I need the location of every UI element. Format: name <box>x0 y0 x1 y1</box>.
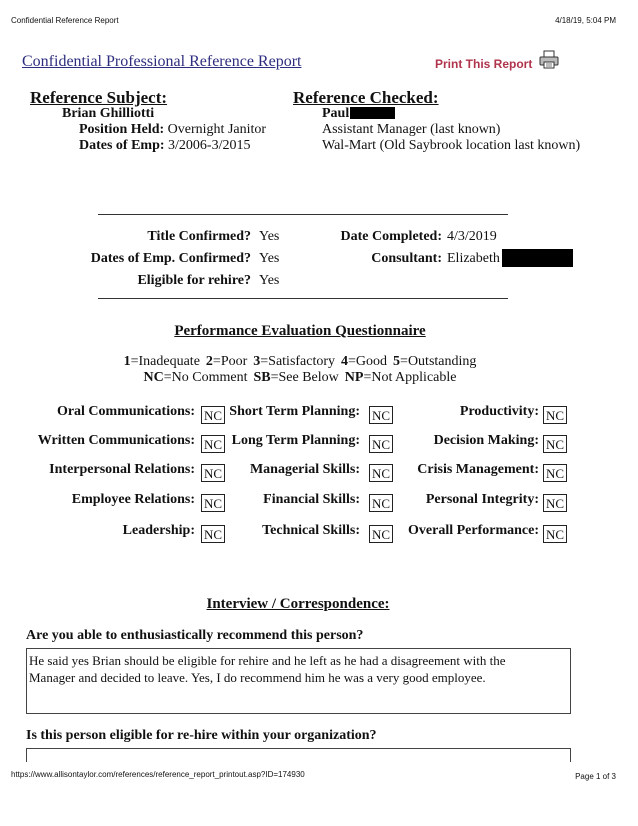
position-held-value: Overnight Janitor <box>167 122 267 137</box>
answer-recommend-box <box>26 648 571 714</box>
rating-value-box: NC <box>369 494 393 512</box>
legend-key: SB <box>253 370 271 385</box>
rating-label: Decision Making: <box>433 433 539 448</box>
reference-subject-heading: Reference Subject: <box>30 88 168 107</box>
legend-text: =Good <box>348 354 388 369</box>
reference-checked-heading: Reference Checked: <box>293 88 439 107</box>
legend-key: 5 <box>393 354 401 369</box>
rating-value-box: NC <box>369 406 393 424</box>
rating-value-box: NC <box>201 494 225 512</box>
rating-value-box: NC <box>201 525 225 543</box>
rating-value-box: NC <box>543 406 567 424</box>
rating-label: Personal Integrity: <box>425 492 539 507</box>
page-header-title: Confidential Reference Report <box>11 16 119 25</box>
rating-value-box: NC <box>543 464 567 482</box>
rating-label: Written Communications: <box>37 433 195 448</box>
legend-item <box>206 354 247 369</box>
rating-value-box: NC <box>201 435 225 453</box>
report-title: Confidential Professional Reference Report <box>22 53 302 70</box>
rating-value-box: NC <box>369 525 393 543</box>
legend-text: =Not Applicable <box>363 370 457 385</box>
position-held-row <box>79 122 266 138</box>
question-recommend: Are you able to enthusiastically recommend this person? <box>26 628 364 643</box>
legend-key: 3 <box>253 354 261 369</box>
rating-label: Financial Skills: <box>263 492 360 507</box>
dates-confirmed-label: Dates of Emp. Confirmed? <box>90 251 251 266</box>
print-report-link[interactable]: Print This Report <box>435 57 533 71</box>
legend-text: =Satisfactory <box>260 354 336 369</box>
legend-key: NC <box>143 370 164 385</box>
title-confirmed-value: Yes <box>259 229 280 244</box>
checked-title: Assistant Manager (last known) <box>322 122 501 137</box>
legend-text: =Outstanding <box>400 354 477 369</box>
redaction-bar <box>350 107 395 119</box>
page-header-timestamp: 4/18/19, 5:04 PM <box>555 16 616 25</box>
subject-name: Brian Ghilliotti <box>62 106 155 121</box>
legend-key: 2 <box>205 354 213 369</box>
date-completed-label: Date Completed: <box>340 229 442 244</box>
rating-value-box: NC <box>543 435 567 453</box>
divider-bottom <box>98 298 508 299</box>
dates-of-emp-value: 3/2006-3/2015 <box>168 138 251 153</box>
redaction-bar <box>502 249 573 267</box>
rating-label: Employee Relations: <box>71 492 195 507</box>
rating-label: Managerial Skills: <box>249 462 360 477</box>
rating-label: Interpersonal Relations: <box>49 462 195 477</box>
legend-item <box>341 354 387 369</box>
title-confirmed-label: Title Confirmed? <box>147 229 251 244</box>
legend-item <box>393 354 476 369</box>
checked-name: Paul <box>322 106 350 121</box>
legend-text: =See Below <box>270 370 339 385</box>
rating-value-box: NC <box>369 435 393 453</box>
legend-text: =No Comment <box>163 370 248 385</box>
footer-url: https://www.allisontaylor.com/references/reference_report_printout.asp?ID=174930 <box>11 770 305 779</box>
eligible-rehire-value: Yes <box>259 273 280 288</box>
rating-value-box: NC <box>369 464 393 482</box>
rating-legend-line1 <box>0 354 600 370</box>
legend-item <box>253 370 338 385</box>
dates-of-emp-label: Dates of Emp: <box>79 138 165 153</box>
rating-legend-line2 <box>0 370 600 386</box>
rating-value-box: NC <box>543 494 567 512</box>
legend-key: NP <box>344 370 364 385</box>
legend-item <box>345 370 457 385</box>
rating-value-box: NC <box>543 525 567 543</box>
legend-text: =Inadequate <box>130 354 200 369</box>
position-held-label: Position Held: <box>79 122 165 137</box>
eligible-rehire-label: Eligible for rehire? <box>137 273 251 288</box>
evaluation-heading: Performance Evaluation Questionnaire <box>174 323 426 339</box>
divider-top <box>98 214 508 215</box>
dates-confirmed-value: Yes <box>259 251 280 266</box>
question-rehire: Is this person eligible for re-hire within your organization? <box>26 728 377 743</box>
legend-item <box>253 354 335 369</box>
date-completed-value: 4/3/2019 <box>447 229 497 244</box>
rating-value-box: NC <box>201 464 225 482</box>
consultant-value: Elizabeth <box>447 251 500 266</box>
rating-label: Leadership: <box>122 523 195 538</box>
rating-value-box: NC <box>201 406 225 424</box>
interview-heading: Interview / Correspondence: <box>206 596 390 612</box>
legend-key: 4 <box>341 354 349 369</box>
rating-label: Productivity: <box>459 404 539 419</box>
printer-icon[interactable] <box>538 50 560 70</box>
legend-text: =Poor <box>212 354 248 369</box>
rating-label: Overall Performance: <box>408 523 539 538</box>
dates-of-emp-row <box>79 138 251 154</box>
rating-label: Crisis Management: <box>417 462 539 477</box>
answer-recommend-line: Manager and decided to leave. Yes, I do recommend him he was a very good employee. <box>29 670 486 685</box>
legend-item <box>124 354 200 369</box>
answer-rehire-box <box>26 748 571 762</box>
answer-recommend-line: He said yes Brian should be eligible for rehire and he left as he had a disagreement with the <box>29 653 506 668</box>
rating-label: Technical Skills: <box>262 523 360 538</box>
consultant-label: Consultant: <box>371 251 442 266</box>
rating-label: Oral Communications: <box>56 404 195 419</box>
legend-key: 1 <box>123 354 131 369</box>
legend-item <box>144 370 248 385</box>
rating-label: Long Term Planning: <box>231 433 360 448</box>
rating-label: Short Term Planning: <box>229 404 360 419</box>
checked-company: Wal-Mart (Old Saybrook location last known) <box>322 138 581 153</box>
footer-page-number: Page 1 of 3 <box>575 772 616 781</box>
